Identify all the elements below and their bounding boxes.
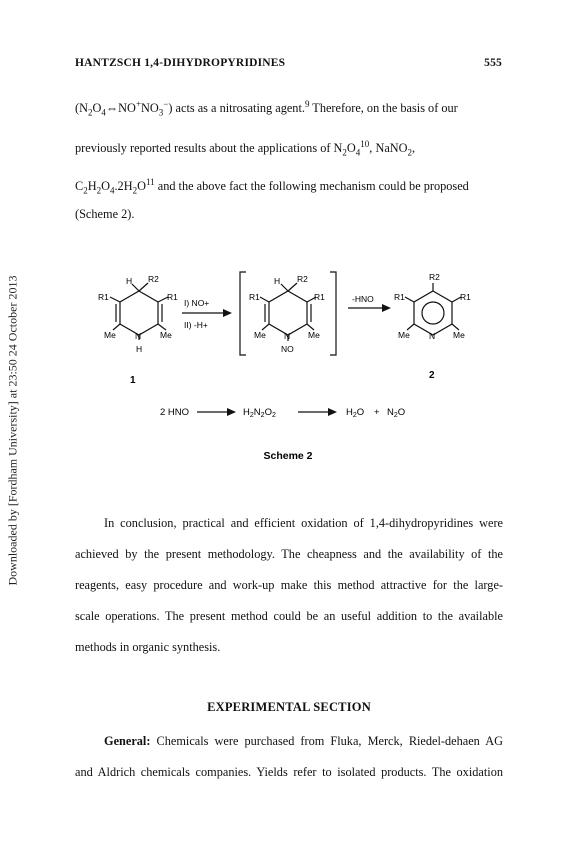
reagent-step-1: I) NO+ (184, 298, 210, 308)
int-N-label: N (284, 331, 291, 341)
text-run: O (101, 179, 110, 194)
c2-R1-left-label: R1 (394, 292, 405, 302)
compound-2-label: 2 (429, 370, 435, 381)
reference-11: 11 (145, 177, 155, 187)
c1-NH-label: H (136, 344, 143, 354)
running-header (75, 57, 502, 69)
general-text: Chemicals were purchased from Fluka, Merck, Riedel-dehaen AG (150, 734, 503, 748)
eq-reactant: 2 HNO (160, 407, 190, 418)
c1-R1-left-label: R1 (98, 292, 109, 302)
c2-R2-label: R2 (429, 272, 440, 282)
c1-H-label: H (126, 276, 133, 286)
eq-plus: + (374, 407, 380, 418)
compound-2-structure (405, 283, 461, 335)
scheme-2-figure (0, 258, 576, 478)
c2-R1-right-label: R1 (460, 292, 471, 302)
text-run: C (75, 179, 84, 194)
c2-Me-right-label: Me (453, 330, 465, 340)
conclusion-line-1: In conclusion, practical and efficient oxidation of 1,4-dihydropyridines were (104, 516, 503, 530)
c1-R1-right-label: R1 (167, 292, 178, 302)
conclusion-line-5: methods in organic synthesis. (75, 640, 221, 654)
text-run: previously reported results about the applications of N (75, 141, 343, 156)
c1-Me-left-label: Me (104, 330, 116, 340)
arrow-head-1 (223, 309, 232, 317)
left-bracket (240, 272, 246, 355)
text-run: O (346, 141, 356, 156)
elimination-label: -HNO (352, 294, 374, 304)
c1-Me-right-label: Me (160, 330, 172, 340)
text-run: O (92, 101, 102, 116)
text-run: (N (75, 101, 88, 116)
c2-N-label: N (429, 331, 436, 341)
conclusion-line-4: scale operations. The present method could be an useful addition to the available (75, 609, 503, 623)
int-NO-label: NO (281, 344, 294, 354)
int-R1-left-label: R1 (249, 292, 260, 302)
intro-line-4: (Scheme 2). (75, 207, 135, 221)
reagent-step-2: II) -H+ (184, 320, 208, 330)
c2-Me-left-label: Me (398, 330, 410, 340)
text-run: NO (141, 101, 159, 116)
text-run: H (87, 179, 97, 194)
int-H-label: H (274, 276, 281, 286)
int-Me-right-label: Me (308, 330, 320, 340)
eq-product-n2o: $N_2O$ (387, 407, 406, 419)
text-run: , NaNO (369, 141, 408, 156)
page-number: 555 (484, 57, 502, 69)
eq-arrow-head-2 (328, 408, 337, 416)
int-R1-right-label: R1 (314, 292, 325, 302)
text-run: Therefore, on the basis of our (309, 101, 458, 116)
int-R2-label: R2 (297, 274, 308, 284)
text-run: .2H (114, 179, 133, 194)
eq-arrow-head-1 (227, 408, 236, 416)
general-label: General: (104, 734, 151, 748)
conclusion-line-3: reagents, easy procedure and work-up make this method attractive for the large- (75, 578, 503, 592)
scheme-caption: Scheme 2 (263, 450, 313, 462)
running-title: HANTZSCH 1,4-DIHYDROPYRIDINES (75, 57, 286, 69)
general-line-1 (104, 734, 503, 749)
text-run: , (412, 141, 416, 156)
text-run: ) acts as a nitrosating agent. (168, 101, 305, 116)
text-run: and the above fact the following mechanism could be proposed (154, 179, 469, 194)
reference-9: 9 (304, 99, 310, 109)
general-line-2: and Aldrich chemicals companies. Yields refer to isolated products. The oxidation (75, 765, 503, 779)
c1-N-label: N (135, 331, 142, 341)
eq-product-water: $H_2O$ (346, 407, 365, 419)
conclusion-line-2: achieved by the present methodology. The cheapness and the availability of the (75, 547, 503, 561)
int-Me-left-label: Me (254, 330, 266, 340)
text-run: O (137, 179, 146, 194)
download-watermark: Downloaded by [Fordham University] at 23:50 24 October 2013 (5, 275, 20, 586)
right-bracket (330, 272, 336, 355)
reference-10: 10 (360, 139, 370, 149)
c1-R2-label: R2 (148, 274, 159, 284)
intro-line-2: previously reported results about the applications of $N_2O_4^{10}$, NaNO$_2$, (75, 139, 416, 158)
intro-line-1: $(N_2O_4\Leftrightarrow NO^+NO_3^-)$ acts as a nitrosating agent.$^9$ Therefore, on the basis of our (75, 99, 458, 118)
eq-intermediate: $H_2N_2O_2$ (243, 407, 276, 419)
intro-line-3: $C_2H_2O_4.2H_2O^{11}$ and the above fact the following mechanism could be proposed (75, 177, 469, 196)
experimental-heading: EXPERIMENTAL SECTION (207, 700, 371, 714)
text-run: ⇔NO (105, 101, 136, 116)
compound-1-label: 1 (130, 375, 136, 386)
arrow-head-2 (382, 304, 391, 312)
